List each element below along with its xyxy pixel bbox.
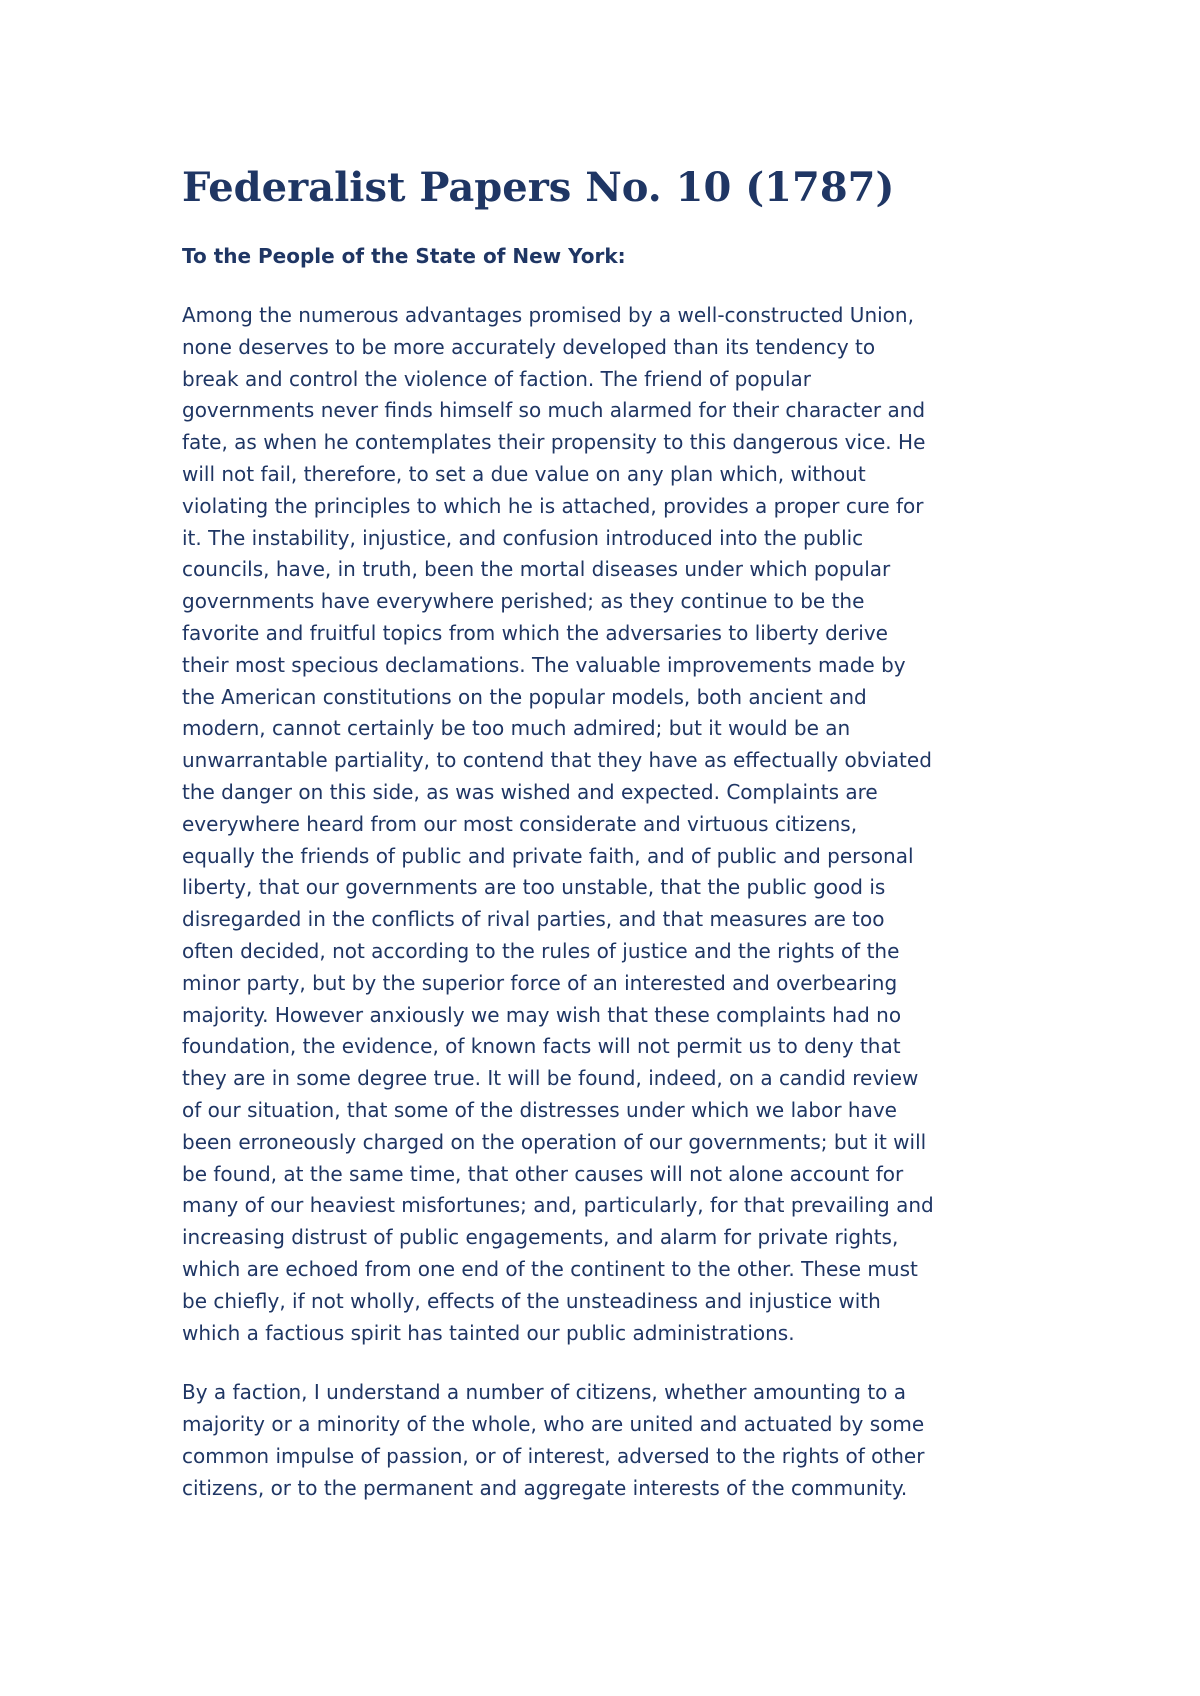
text-line: increasing distrust of public engagements, and alarm for private rights, [182, 1225, 899, 1250]
text-line: everywhere heard from our most considerate and virtuous citizens, [182, 811, 858, 836]
text-line: unwarrantable partiality, to contend that they have as effectually obviated [182, 748, 932, 773]
text-line: the danger on this side, as was wished and expected. Complaints are [182, 779, 878, 804]
text-line: liberty, that our governments are too unstable, that the public good is [182, 875, 886, 900]
text-line: violating the principles to which he is attached, provides a proper cure for [182, 493, 924, 518]
text-line: break and control the violence of faction. The friend of popular [182, 366, 811, 391]
document-title: Federalist Papers No. 10 (1787) [182, 164, 895, 211]
text-line: often decided, not according to the rules of justice and the rights of the [182, 938, 900, 963]
text-line: equally the friends of public and private faith, and of public and personal [182, 843, 914, 868]
text-line: governments have everywhere perished; as they continue to be the [182, 589, 865, 614]
text-line: the American constitutions on the popular models, both ancient and [182, 684, 867, 709]
text-line: disregarded in the conflicts of rival parties, and that measures are too [182, 907, 885, 932]
text-line: be found, at the same time, that other causes will not alone account for [182, 1161, 904, 1186]
text-line: majority or a minority of the whole, who are united and actuated by some [182, 1412, 925, 1437]
text-line: been erroneously charged on the operation of our governments; but it will [182, 1129, 927, 1154]
text-line: By a faction, I understand a number of citizens, whether amounting to a [182, 1380, 907, 1405]
text-line: will not fail, therefore, to set a due value on any plan which, without [182, 461, 866, 486]
text-line: their most specious declamations. The valuable improvements made by [182, 652, 906, 677]
text-line: none deserves to be more accurately developed than its tendency to [182, 334, 876, 359]
text-line: be chiefly, if not wholly, effects of the unsteadiness and injustice with [182, 1288, 881, 1313]
document-body [182, 160, 1042, 1504]
text-line: fate, as when he contemplates their propensity to this dangerous vice. He [182, 430, 926, 455]
text-line: of our situation, that some of the distresses under which we labor have [182, 1097, 897, 1122]
text-line: modern, cannot certainly be too much admired; but it would be an [182, 716, 851, 741]
salutation: To the People of the State of New York: [182, 244, 626, 268]
text-line: which are echoed from one end of the continent to the other. These must [182, 1256, 918, 1281]
text-line: majority. However anxiously we may wish that these complaints had no [182, 1002, 902, 1027]
text-line: governments never finds himself so much alarmed for their character and [182, 398, 926, 423]
text-line: which a factious spirit has tainted our public administrations. [182, 1320, 795, 1345]
text-line: it. The instability, injustice, and confusion introduced into the public [182, 525, 864, 550]
text-line: councils, have, in truth, been the mortal diseases under which popular [182, 557, 891, 582]
text-line: foundation, the evidence, of known facts will not permit us to deny that [182, 1034, 901, 1059]
paragraph-1 [182, 300, 1042, 1349]
text-line: they are in some degree true. It will be found, indeed, on a candid review [182, 1066, 919, 1091]
text-line: citizens, or to the permanent and aggregate interests of the community. [182, 1475, 908, 1500]
text-line: Among the numerous advantages promised by a well-constructed Union, [182, 303, 914, 327]
text-line: minor party, but by the superior force of an interested and overbearing [182, 970, 898, 995]
paragraph-2 [182, 1377, 1042, 1504]
text-line: common impulse of passion, or of interest, adversed to the rights of other [182, 1443, 925, 1468]
text-line: many of our heaviest misfortunes; and, particularly, for that prevailing and [182, 1193, 934, 1218]
text-line: favorite and fruitful topics from which the adversaries to liberty derive [182, 620, 888, 645]
